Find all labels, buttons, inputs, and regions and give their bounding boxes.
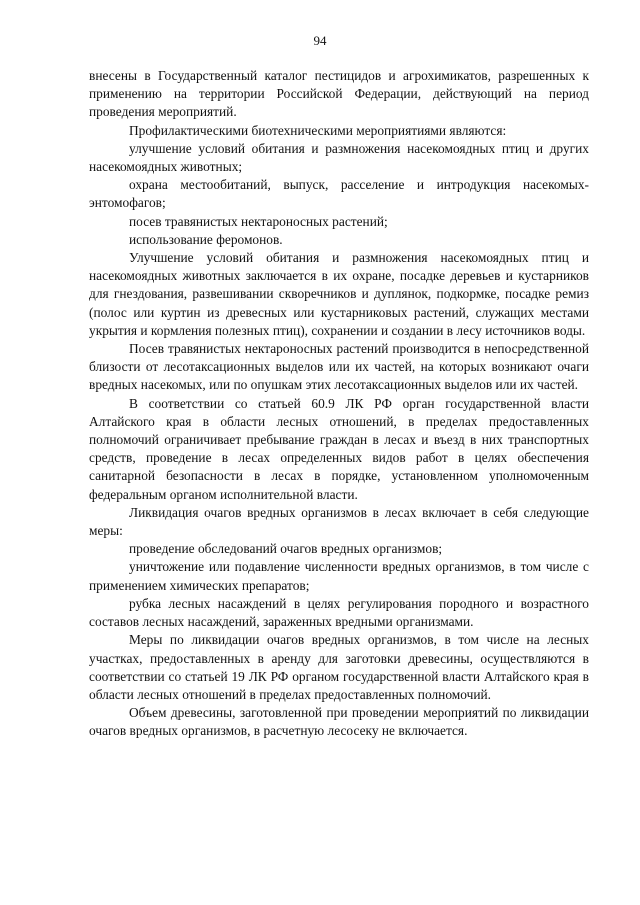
list-item-inspections: проведение обследований очагов вредных организмов; bbox=[129, 541, 443, 557]
list-item-bird-habitat: улучшение условий обитания и размножения насекомоядных птиц и других насекомоядных животных; bbox=[89, 140, 589, 175]
list-item-nectar-plants: посев травянистых нектароносных растений; bbox=[129, 213, 388, 229]
paragraph-article-60-9: В соответствии со статьей 60.9 ЛК РФ орган государственной власти Алтайского края в области лесных отношений, в пределах предоставленных полномочий ограничивает пребывание граждан в лесах и въезд в них транспортных средств, проведение в лесах определенных видов работ в целях обеспечения санитарной безопасности в лесах в порядке, установленном уполномоченным федеральным органом исполнительной власти. bbox=[89, 395, 589, 502]
paragraph-article-19: Меры по ликвидации очагов вредных организмов, в том числе на лесных участках, предоставленных в аренду для заготовки древесины, осуществляются в соответствии со статьей 19 ЛК РФ органом государственной власти Алтайского края в области лесных отношений в пределах предоставленных полномочий. bbox=[89, 632, 589, 702]
paragraph-nectar-plants-details: Посев травянистых нектароносных растений производится в непосредственной близости от лесотаксационных выделов или их частей, на которых возникают очаги вредных насекомых, или по опушкам этих лесотаксационных выделов или их частей. bbox=[89, 341, 589, 393]
paragraph-liquidation-intro: Ликвидация очагов вредных организмов в лесах включает в себя следующие меры: bbox=[89, 504, 589, 539]
document-body bbox=[89, 67, 589, 741]
list-item-pheromones: использование феромонов. bbox=[129, 231, 283, 247]
list-item-suppression: уничтожение или подавление численности вредных организмов, в том числе с применением химических препаратов; bbox=[89, 559, 589, 593]
paragraph-bird-habitat-details: Улучшение условий обитания и размножения насекомоядных птиц и насекомоядных животных заключается в их охране, посадке деревьев и кустарников для гнездования, развешивании скворечников и дуплянок, подкормке, посадке ремиз (полос или куртин из древесных или кустарниковых растений, служащих местами укрытия и кормления полезных птиц), сохранении и создании в лесу источников воды. bbox=[89, 250, 589, 338]
list-item-felling: рубка лесных насаждений в целях регулирования породного и возрастного составов лесных насаждений, зараженных вредными организмами. bbox=[89, 595, 589, 630]
paragraph-catalog-continuation: внесены в Государственный каталог пестицидов и агрохимикатов, разрешенных к применению на территории Российской Федерации, действующий на период проведения мероприятий. bbox=[89, 68, 589, 120]
page-number: 94 bbox=[313, 33, 327, 48]
paragraph-biotech-measures-intro: Профилактическими биотехническими мероприятиями являются: bbox=[129, 122, 507, 138]
paragraph-timber-volume: Объем древесины, заготовленной при проведении мероприятий по ликвидации очагов вредных организмов, в расчетную лесосеку не включается. bbox=[89, 705, 589, 739]
list-item-entomophages: охрана местообитаний, выпуск, расселение и интродукция насекомых-энтомофагов; bbox=[89, 177, 589, 211]
